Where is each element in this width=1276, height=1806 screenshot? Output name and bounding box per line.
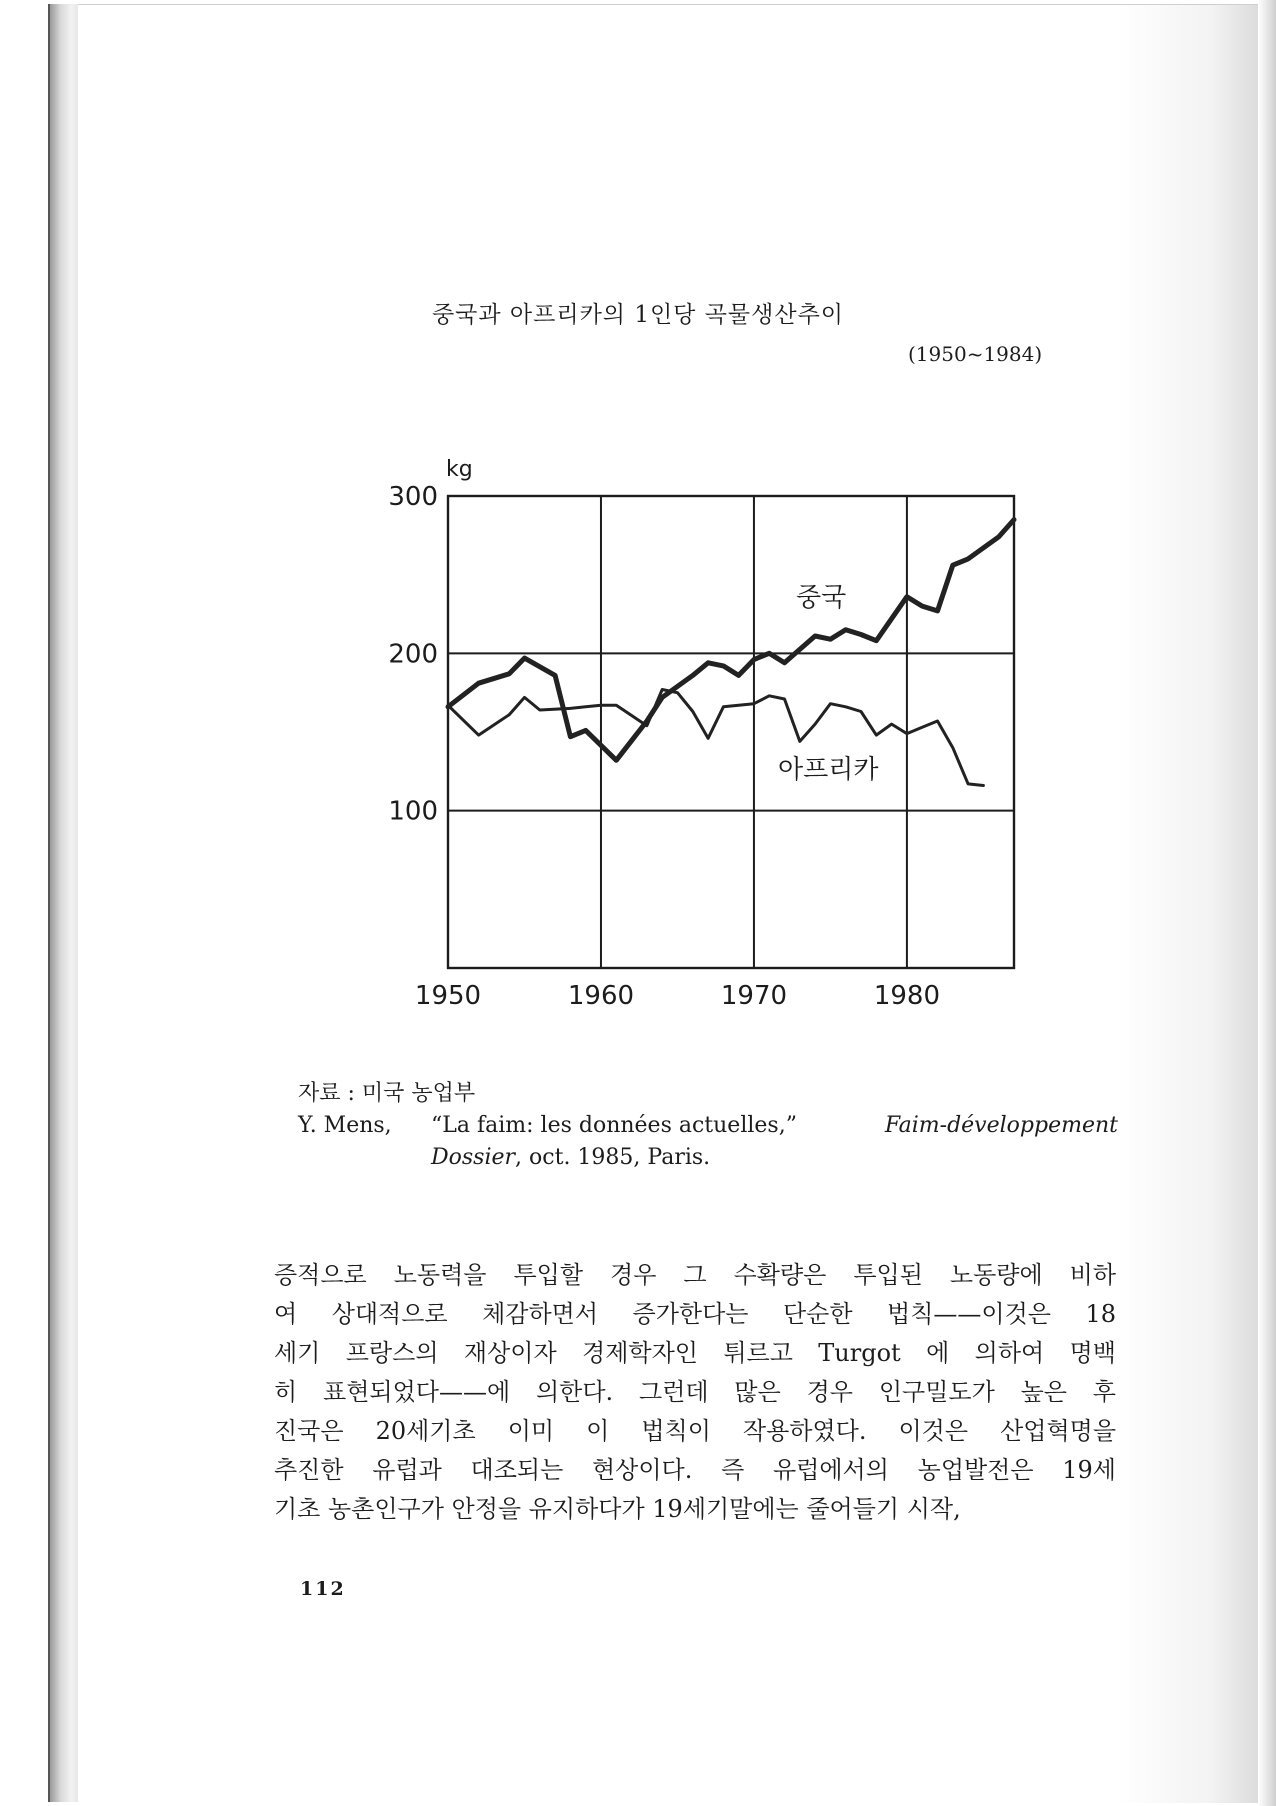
source-journal-dossier: Dossier bbox=[431, 1145, 516, 1170]
page-edge-shadow bbox=[1258, 0, 1276, 1806]
figure-title: 중국과 아프리카의 1인당 곡물생산추이 bbox=[431, 302, 845, 328]
y-tick-label: 100 bbox=[388, 796, 438, 827]
body-line: 증적으로 노동력을 투입할 경우 그 수확량은 투입된 노동량에 비하 bbox=[274, 1261, 1116, 1289]
body-line: 여 상대적으로 체감하면서 증가한다는 단순한 법칙——이것은 18 bbox=[274, 1300, 1116, 1328]
y-tick-label: 200 bbox=[388, 639, 438, 670]
series-label-china: 중국 bbox=[796, 583, 847, 613]
x-tick-label: 1960 bbox=[567, 981, 635, 1011]
source-article-line bbox=[431, 1110, 1118, 1142]
source-reference-cont bbox=[298, 1142, 1118, 1174]
source-journal: Faim-développement bbox=[884, 1113, 1118, 1138]
source-reference bbox=[298, 1110, 1118, 1142]
book-spine-edge bbox=[48, 4, 80, 1802]
y-axis-label: kg bbox=[446, 457, 473, 482]
source-details: , oct. 1985, Paris. bbox=[515, 1145, 711, 1170]
page-number: 112 bbox=[300, 1578, 346, 1600]
chart-axes bbox=[388, 482, 1014, 1011]
x-tick-label: 1980 bbox=[873, 981, 941, 1011]
series-line-africa bbox=[448, 690, 983, 786]
figure-subtitle: (1950~1984) bbox=[908, 342, 1043, 366]
plot-frame bbox=[448, 496, 1014, 968]
body-line: 진국은 20세기초 이미 이 법칙이 작용하였다. 이것은 산업혁명을 bbox=[274, 1417, 1116, 1445]
source-article: “La faim: les données actuelles,” bbox=[431, 1113, 797, 1138]
body-line: 세기 프랑스의 재상이자 경제학자인 튀르고 Turgot 에 의하여 명백 bbox=[274, 1339, 1116, 1367]
grain-production-chart bbox=[360, 440, 1040, 1020]
y-tick-label: 300 bbox=[388, 482, 438, 512]
source-label: 자료 : 미국 농업부 bbox=[298, 1081, 476, 1106]
series-label-africa: 아프리카 bbox=[778, 755, 879, 785]
source-author: Y. Mens, bbox=[298, 1113, 392, 1138]
x-tick-label: 1970 bbox=[720, 981, 788, 1011]
chart-grid bbox=[448, 496, 1014, 968]
body-line: 히 표현되었다——에 의한다. 그런데 많은 경우 인구밀도가 높은 후 bbox=[274, 1378, 1116, 1406]
body-line: 추진한 유럽과 대조되는 현상이다. 즉 유럽에서의 농업발전은 19세 bbox=[274, 1456, 1116, 1484]
figure-source bbox=[298, 1078, 1118, 1174]
x-tick-label: 1950 bbox=[414, 981, 482, 1011]
body-line: 기초 농촌인구가 안정을 유지하다가 19세기말에는 줄어들기 시작, bbox=[274, 1495, 961, 1523]
body-paragraph bbox=[274, 1256, 1116, 1529]
